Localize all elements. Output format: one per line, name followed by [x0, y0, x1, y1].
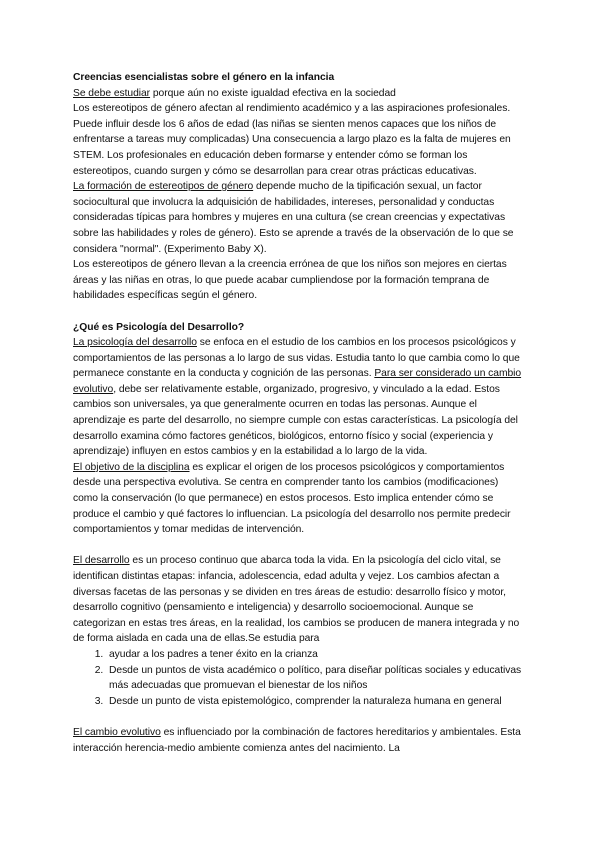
underlined-term: El desarrollo	[73, 555, 130, 567]
paragraph: El desarrollo es un proceso continuo que abarca toda la vida. En la psicología del ciclo vital, se identifican distintas etapas: infancia, adolescencia, edad adulta y vejez. Los cambios afectan a diversas facetas de las personas y se dividen en tres áreas de estudio: desarrollo físico y motor, desarrollo cognitivo (pensamiento e inteligencia) y desarrollo socioemocional. Aunque se categorizan en estas tres áreas, en la realidad, los cambios se producen de manera integrada y no de forma aislada en cada una de ellas.Se estudia para	[73, 555, 520, 645]
paragraph: La formación de estereotipos de género depende mucho de la tipificación sexual, un factor sociocultural que involucra la adquisición de habilidades, intereses, personalidad y conductas consideradas típicas para hombres y mujeres en una cultura (se crean creencias y expectativas sobre las habilidades y roles de género). Esto se aprende a través de la observación de lo que se considera "normal". (Experimento Baby X).	[73, 181, 514, 255]
paragraph: La psicología del desarrollo se enfoca en el estudio de los cambios en los procesos psicológicos y comportamientos de las personas a lo largo de sus vidas. Estudia tanto lo que cambia como lo que permanece constante en la conducta y cognición de las personas. Para ser considerado un cambio evolutivo, debe ser relativamente estable, organizado, progresivo, y vinculado a la edad. Estos cambios son universales, ya que generalmente ocurren en todas las personas. Aunque el aprendizaje es parte del desarrollo, no siempre cumple con estas características. La psicología del desarrollo examina cómo factores genéticos, biológicos, entorno físico y social (experiencia y aprendizaje) influyen en estos cambios y en la estabilidad a lo largo de la vida.	[73, 337, 522, 458]
paragraph: Los estereotipos de género afectan al rendimiento académico y a las aspiraciones profesionales. Puede influir desde los 6 años de edad (las niñas se sienten menos capaces que los niños de enfrentarse a tareas muy complicadas) Una consecuencia a largo plazo es la falta de mujeres en STEM. Los profesionales en educación deben formarse y entender cómo se forman los estereotipos, cuando surgen y cómo se desarrollan para crear otras prácticas educativas.	[73, 103, 511, 177]
paragraph: El objetivo de la disciplina es explicar el origen de los procesos psicológicos y comportamientos desde una perspectiva evolutiva. Se centra en comprender tanto los cambios (modificaciones) como la conservación (lo que permanece) en estos procesos. Esto implica entender cómo se produce el cambio y qué factores lo influencian. La psicología del desarrollo nos permite predecir comportamientos y tomar medidas de intervención.	[73, 461, 511, 536]
spacer	[73, 304, 522, 320]
underlined-term: Se debe estudiar	[73, 87, 151, 99]
underlined-term: El cambio evolutivo	[73, 726, 161, 738]
underlined-term: Para ser considerado un cambio evolutivo	[73, 368, 522, 395]
spacer	[73, 709, 522, 725]
paragraph: El cambio evolutivo es influenciado por la combinación de factores hereditarios y ambientales. Esta interacción herencia-medio ambiente comienza antes del nacimiento. La	[73, 726, 521, 754]
numbered-list	[73, 647, 522, 709]
section-title-psicologia: ¿Qué es Psicología del Desarrollo?	[73, 321, 245, 333]
document-body	[73, 70, 522, 756]
list-item: 3. Desde un punto de vista epistemológico, comprender la naturaleza humana en general	[106, 694, 522, 710]
list-item: 2. Desde un puntos de vista académico o político, para diseñar políticas sociales y educativas más adecuadas que promuevan el bienestar de los niños	[106, 663, 522, 694]
underlined-term: La psicología del desarrollo	[73, 337, 197, 349]
underlined-term: La formación de estereotipos de género	[73, 181, 254, 193]
list-item: 1. ayudar a los padres a tener éxito en la crianza	[106, 647, 522, 663]
underlined-term: El objetivo de la disciplina	[73, 461, 190, 473]
spacer	[73, 538, 522, 554]
section-title-creencias: Creencias esencialistas sobre el género en la infancia	[73, 72, 335, 83]
paragraph: Los estereotipos de género llevan a la creencia errónea de que los niños son mejores en ciertas áreas y las niñas en otras, lo que puede acabar cumpliendose por la formación temprana de habilidades específicas según el género.	[73, 259, 507, 302]
paragraph: Se debe estudiar porque aún no existe igualdad efectiva en la sociedad	[73, 87, 396, 99]
